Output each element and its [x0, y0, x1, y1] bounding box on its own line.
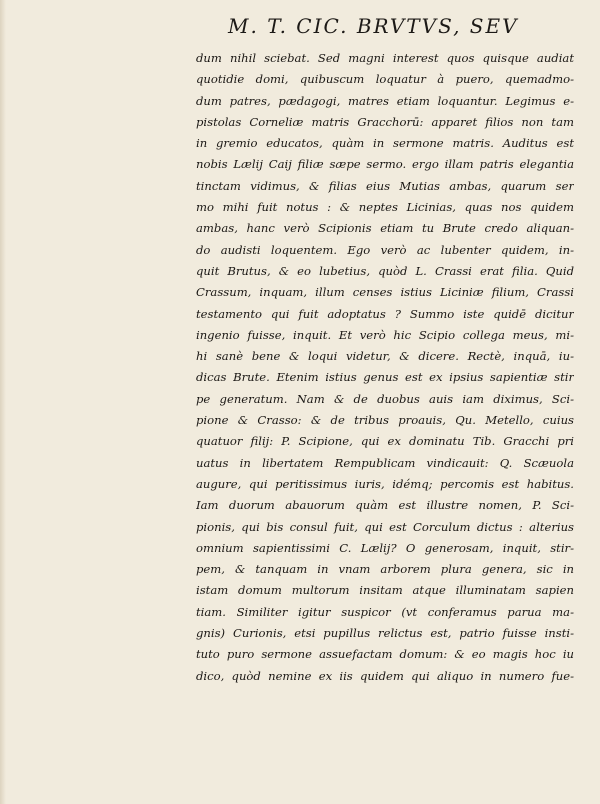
- text-line: testamento qui fuit adoptatus ? Summo iste quidē dicitur: [196, 306, 574, 321]
- text-line: hi sanè bene & loqui videtur, & dicere. Rectè, inquā, iu-: [196, 349, 574, 364]
- text-line: tuto puro sermone assuefactam domum: & eo magis hoc iu: [196, 647, 574, 662]
- text-line: in gremio educatos, quàm in sermone matris. Auditus est: [196, 136, 574, 151]
- text-line: Crassum, inquam, illum censes istius Liciniæ filium, Crassi: [196, 285, 574, 300]
- text-line: do audisti loquentem. Ego verò ac lubenter quidem, in-: [196, 242, 574, 257]
- body-text: [196, 48, 574, 687]
- text-line: omnium sapientissimi C. Lælij? O generosam, inquit, stir-: [196, 540, 574, 555]
- text-line: quotidie domi, quibuscum loquatur à puero, quemadmo-: [196, 72, 574, 87]
- text-line: mo mihi fuit notus : & neptes Licinias, quas nos quidem: [196, 200, 574, 215]
- text-line: gnis) Curionis, etsi pupillus relictus est, patrio fuisse insti-: [196, 626, 574, 641]
- text-line: pionis, qui bis consul fuit, qui est Corculum dictus : alterius: [196, 519, 574, 534]
- text-line: augure, qui peritissimus iuris, idémq; percomis est habitus.: [196, 476, 574, 491]
- text-line: dicas Brute. Etenim istius genus est ex ipsius sapientiæ stir: [196, 370, 574, 385]
- text-line: dico, quòd nemine ex iis quidem qui aliquo in numero fue-: [196, 668, 574, 683]
- text-line: ingenio fuisse, inquit. Et verò hic Scipio collega meus, mi-: [196, 327, 574, 342]
- text-line: pistolas Corneliæ matris Gracchorū: apparet filios non tam: [196, 114, 574, 129]
- text-line: dum patres, pædagogi, matres etiam loquantur. Legimus e-: [196, 93, 574, 108]
- text-line: pe generatum. Nam & de duobus auis iam diximus, Sci-: [196, 391, 574, 406]
- text-line: tiam. Similiter igitur suspicor (vt conferamus parua ma-: [196, 604, 574, 619]
- running-head: M. T. CIC. BRVTVS, SEV: [228, 14, 519, 38]
- text-line: uatus in libertatem Rempublicam vindicauit: Q. Scæuola: [196, 455, 574, 470]
- text-line: dum nihil sciebat. Sed magni interest quos quisque audiat: [196, 51, 574, 65]
- text-line: pem, & tanquam in vnam arborem plura genera, sic in: [196, 562, 574, 577]
- text-line: quit Brutus, & eo lubetius, quòd L. Crassi erat filia. Quid: [196, 263, 574, 278]
- text-line: ambas, hanc verò Scipionis etiam tu Brute credo aliquan-: [196, 221, 574, 236]
- text-line: quatuor filij: P. Scipione, qui ex dominatu Tib. Gracchi pri: [196, 434, 574, 449]
- text-line: Iam duorum abauorum quàm est illustre nomen, P. Sci-: [196, 498, 574, 513]
- text-line: tinctam vidimus, & filias eius Mutias ambas, quarum ser: [196, 178, 574, 193]
- text-line: pione & Crasso: & de tribus proauis, Qu. Metello, cuius: [196, 413, 574, 428]
- text-line: istam domum multorum insitam atque illuminatam sapien: [196, 583, 574, 598]
- text-line: nobis Lælij Caij filiæ sæpe sermo. ergo illam patris elegantia: [196, 157, 574, 172]
- page-gutter-shadow: [0, 0, 6, 804]
